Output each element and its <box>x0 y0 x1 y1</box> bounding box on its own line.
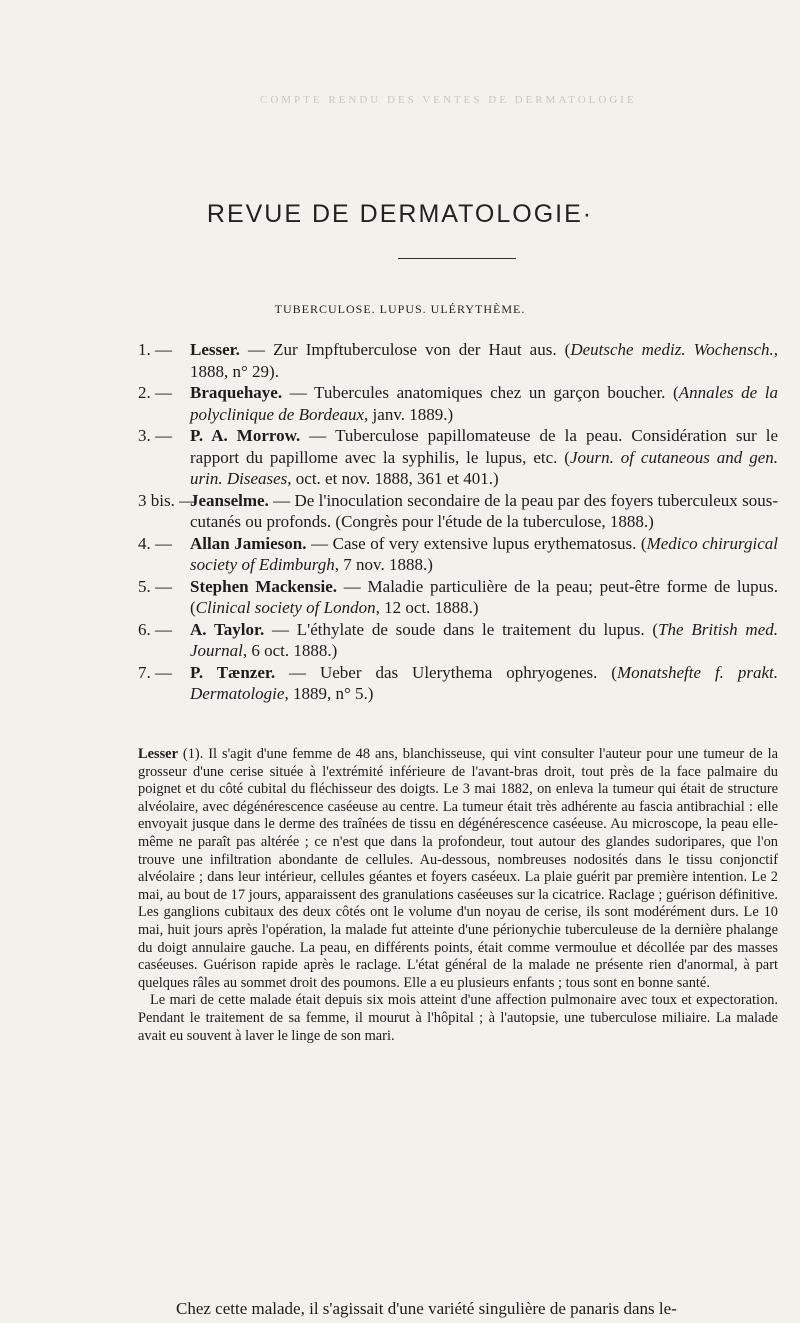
reference-journal: Clinical society of London <box>195 598 376 617</box>
reference-item <box>138 339 778 382</box>
reference-journal: Journ. of cutaneous and gen. urin. Diseases <box>190 447 778 488</box>
reference-author: Jeanselme. <box>190 490 269 510</box>
reference-number: 4. — <box>138 533 172 553</box>
reference-item <box>138 662 778 705</box>
abstract-paragraph: Le mari de cette malade était depuis six mois atteint d'une affection pulmonaire avec toux et expectoration. Pendant le traitement de sa femme, il mourut à l'hôpital ; à l'autopsie, une tuberculose miliaire. La malade avait eu souvent à laver le linge de son mari. <box>138 992 778 1044</box>
reference-number: 3. — <box>138 426 172 445</box>
reference-item <box>138 382 778 425</box>
reference-details: , 12 oct. 1888.) <box>375 598 479 617</box>
reference-text: — Maladie particulière de la peau; peut-être forme de lupus. ( <box>190 576 778 617</box>
reference-item <box>138 490 778 533</box>
reference-text: — Ueber das Ulerythema ophryogenes. ( <box>275 662 617 682</box>
reference-text: — Tuberculose papillomateuse de la peau. Considération sur le rapport du papillome avec la syphilis, le lupus, etc. ( <box>190 426 778 467</box>
section-heading: TUBERCULOSE. LUPUS. ULÉRYTHÈME. <box>274 302 526 316</box>
reference-number: 5. — <box>138 576 172 596</box>
reference-author: P. A. Morrow. <box>190 426 301 445</box>
reference-text: — L'éthylate de soude dans le traitement du lupus. ( <box>264 619 659 639</box>
reference-item <box>138 425 778 490</box>
reference-item <box>138 576 778 619</box>
reference-author: A. Taylor. <box>190 619 265 639</box>
reference-number: 7. — <box>138 662 172 682</box>
reference-text: — Tubercules anatomiques chez un garçon boucher. ( <box>282 383 679 402</box>
reference-details: , 1888, n° 29). <box>190 340 779 381</box>
reference-author: Braquehaye. <box>190 383 283 402</box>
reference-author: P. Tænzer. <box>190 662 276 682</box>
title-rule <box>398 258 516 259</box>
reference-journal: Deutsche mediz. Wochensch. <box>570 340 774 359</box>
reference-text: — De l'inoculation secondaire de la peau par des foyers tuberculeux sous-cutanés ou profonds. (Congrès pour l'étude de la tuberculose, 1888.) <box>190 490 778 531</box>
reference-number: 1. — <box>138 340 172 359</box>
abstract-body <box>138 746 778 1045</box>
reference-author: Allan Jamieson. <box>190 533 307 553</box>
abstract-text: (1). Il s'agit d'une femme de 48 ans, blanchisseuse, qui vint consulter l'auteur pour une tumeur de la grosseur d'une cerise située à l'extrémité inférieure de l'avant-bras droit, tout près de la face palmaire du poignet et du côté cubital du fléchisseur des doigts. Le 3 mai 1882, on enleva la tumeur qui était de structure alvéolaire, avec dégénérescence caséeuse au centre. La tumeur était très adhérente au fascia antibrachial : elle envoyait jusque dans le derme des traînées de tissu en dégénérescence caséeuse. Au microscope, la peau elle-même ne paraît pas altérée ; ce n'est que dans la profondeur, tout autour des glandes sudoripares, que l'on trouve une infiltration abondante de cellules. Au-dessous, nombreuses nodosités dans le tissu conjonctif alvéolaire ; dans leur intérieur, cellules géantes et foyers caséeux. La plaie guérit par première intention. Le 2 mai, au bout de 17 jours, apparaissent des granulations caséeuses sur la cicatrice. Raclage ; guérison définitive. Les ganglions cubitaux des deux côtés ont le volume d'un noyau de cerise, ils sont modérément durs. Le 10 mai, huit jours après l'opération, la malade fut atteinte d'une périonychie tuberculeuse de la dernière phalange du doigt annulaire gauche. La peau, en différents points, était comme vermoulue et décollée par des masses caséeuses. Guérison rapide après le raclage. L'état général de la malade ne présente rien d'anormal, à part quelques râles au sommet droit des poumons. Elle a eu plusieurs enfants ; tous sont en bonne santé. <box>138 746 778 991</box>
reference-number: 2. — <box>138 383 172 402</box>
reference-journal: Monatshefte f. prakt. Dermatologie <box>190 662 778 703</box>
reference-details: , 1889, n° 5.) <box>284 684 374 703</box>
reference-journal: Medico chirurgical society of Edimburgh <box>190 533 778 574</box>
reference-journal: Annales de la polyclinique de Bordeaux <box>190 383 778 424</box>
page-title: REVUE DE DERMATOLOGIE· <box>206 200 594 228</box>
reference-number: 3 bis. — <box>138 490 197 510</box>
reference-item <box>138 533 778 576</box>
abstract-paragraph <box>138 746 778 992</box>
reference-author: Lesser. <box>190 340 240 359</box>
reference-text: — Zur Impftuberculose von der Haut aus. ( <box>239 340 571 359</box>
reference-details: , janv. 1889.) <box>364 404 454 424</box>
reference-list <box>138 339 778 705</box>
reference-journal: The British med. Journal <box>190 619 778 660</box>
reference-text: — Case of very extensive lupus erythematosus. ( <box>306 533 647 553</box>
show-through-header: COMPTE RENDU DES VENTES DE DERMATOLOGIE <box>260 94 637 106</box>
closing-paragraph: Chez cette malade, il s'agissait d'une variété singulière de panaris dans le- <box>176 1299 677 1318</box>
reference-author: Stephen Mackensie. <box>190 576 338 596</box>
reference-item <box>138 619 778 662</box>
reference-details: , 6 oct. 1888.) <box>242 641 338 660</box>
abstract-lead-author: Lesser <box>138 746 178 762</box>
reference-details: , 7 nov. 1888.) <box>334 555 433 574</box>
reference-details: , oct. et nov. 1888, 361 et 401.) <box>287 469 499 488</box>
reference-number: 6. — <box>138 619 172 639</box>
